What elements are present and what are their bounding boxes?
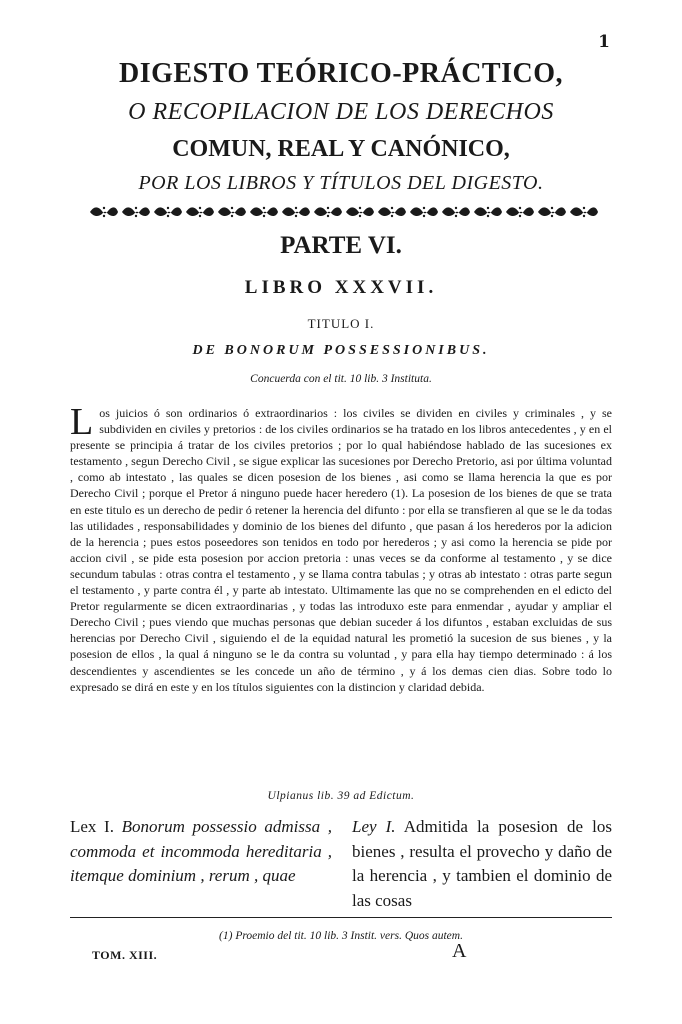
titulo-name: DE BONORUM POSSESSIONIBUS. xyxy=(192,343,490,358)
parte-heading: PARTE VI. xyxy=(280,232,402,259)
lex-label: Lex I. xyxy=(70,817,114,836)
ley-label: Ley I. xyxy=(352,817,396,836)
intro-text: os juicios ó son ordinarios ó extraordinarios : los civiles se dividen en civiles y criminales , y se subdividen en civiles y pretorios : de los civiles ordinarios se ha tratado en los libros antecedentes , y en el presente se principia á tratar de los civiles pretorios ; por lo qual habiéndose hablado de las sucesiones ex testamento , segun Derecho Civil , se sigue explicar las sucesiones por Derecho Pretorio, asi por última voluntad , como ab intestato , las quales se dicen posesion de los bienes , asi como se llama herencia la que es por Derecho Civil ; porque el Pretor á ninguno puede hacer heredero (1). La posesion de los bienes de que se trata en este titulo es un derecho de pedir ó retener la herencia del difunto : por ella se transfieren al que se le da todas las utilidades , responsabilidades y dominio de los bienes del difunto , que pasan á los herederos por la adicion de la herencia ; pues estos poseedores son tenidos en todo por herederos ; y asi como la herencia se pide por accion civil , se pide esta posesion por accion pretoria : unas veces se da conforme al testamento , y se dice secundum tabulas : otras contra el testamento , y se llama contra tabulas ; y otras ab intestato : otras parte segun el testamento , y parte contra él , y parte ab intestato. Ultimamente las que no se comprehenden en el edicto del Pretor regularmente se dicen extraordinarias , y todas las introduxo este para enmendar , ayudar y ampliar el Derecho Civil ; pues viendo que muchas personas que debian suceder á los difuntos , estaban excluidas de sus herencias por Derecho Civil , siguiendo el de la equidad natural les prometió la sucesion de sus bienes , y la posesion de ellos , la qual á ninguno se le da contra su voluntad , y para ella hay tiempo determinado : á los descendientes y ascendientes se les concede un año de término , y á los demas cien dias. Sobre todo lo expresado se dirá en este y en los títulos siguientes con la distincion y claridad debida. xyxy=(70,406,612,694)
volume-label: TOM. XIII. xyxy=(92,948,158,962)
intro-paragraph xyxy=(70,401,612,695)
ley-text: Admitida la posesion de los bienes , resulta el provecho y daño de la herencia , y tambien el dominio de las cosas xyxy=(352,817,612,910)
signature-mark: A xyxy=(452,940,467,962)
subtitle-por-los-libros: POR LOS LIBROS Y TÍTULOS DEL DIGESTO. xyxy=(138,172,544,194)
subtitle-comun: COMUN, REAL Y CANÓNICO, xyxy=(172,136,510,162)
ulpianus-source: Ulpianus lib. 39 ad Edictum. xyxy=(267,790,415,802)
concuerda-note: Concuerda con el tit. 10 lib. 3 Instituta. xyxy=(250,373,432,385)
footnote-rule xyxy=(70,917,612,918)
titulo-heading: TITULO I. xyxy=(307,316,375,331)
main-title: DIGESTO TEÓRICO-PRÁCTICO, xyxy=(119,58,563,89)
ornament-divider-icon xyxy=(88,205,600,219)
latin-column xyxy=(70,815,332,889)
page-number: 1 xyxy=(598,32,610,52)
lex-text: Bonorum possessio admissa , commoda et incommoda hereditaria , itemque dominium , rerum , quae xyxy=(70,817,333,885)
libro-heading: LIBRO XXXVII. xyxy=(244,277,438,298)
footnote: (1) Proemio del tit. 10 lib. 3 Instit. vers. Quos autem. xyxy=(219,930,463,942)
spanish-column xyxy=(352,815,612,913)
subtitle-recopilacion: O RECOPILACION DE LOS DERECHOS xyxy=(128,99,554,125)
drop-cap: L xyxy=(70,401,94,443)
